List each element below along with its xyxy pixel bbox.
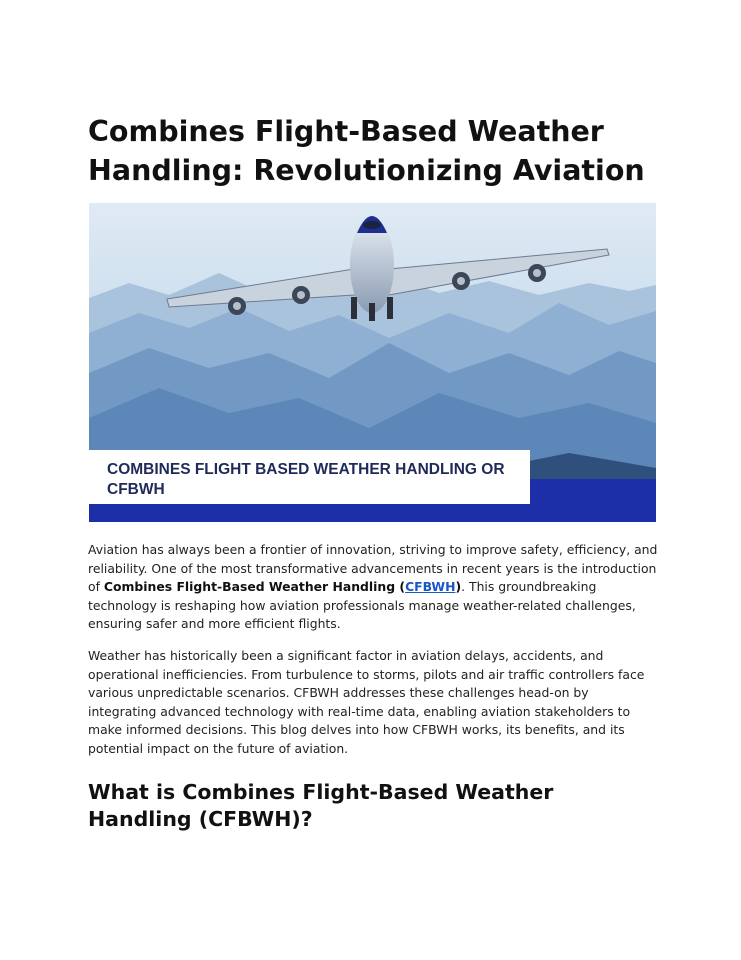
cfbwh-link[interactable]: CFBWH — [405, 579, 456, 595]
intro-paragraph — [88, 541, 658, 634]
intro-bold-term: Combines Flight-Based Weather Handling — [103, 579, 396, 595]
weather-paragraph: Weather has historically been a significant factor in aviation delays, accidents, and operational inefficiencies. From turbulence to storms, pilots and air traffic controllers face various unpredictable scenarios. CFBWH addresses these challenges head-on by integrating advanced technology with real-time data, enabling aviation stakeholders to make informed decisions. This blog delves into how CFBWH works, its benefits, and its potential impact on the future of aviation. — [88, 648, 645, 756]
blue-band-bottom — [89, 504, 656, 522]
section-heading: What is Combines Flight-Based Weather Handling (CFBWH)? — [88, 780, 554, 831]
hero-caption: COMBINES FLIGHT BASED WEATHER HANDLING OR CFBWH — [89, 450, 530, 504]
page-title: Combines Flight-Based Weather Handling: Revolutionizing Aviation — [88, 115, 645, 187]
hero-image — [89, 203, 656, 522]
intro-text: Aviation has always been a frontier of innovation, striving to improve safety, efficiency, and reliability. One of the most transformative advancements in recent years is the introduction of — [88, 542, 658, 595]
intro-paren-open: ( — [395, 579, 406, 595]
intro-text-after: . This groundbreaking technology is reshaping how aviation professionals manage weather-related challenges, ensuring safer and more efficient flights. — [88, 579, 636, 632]
intro-paren-close: ) — [455, 579, 462, 595]
